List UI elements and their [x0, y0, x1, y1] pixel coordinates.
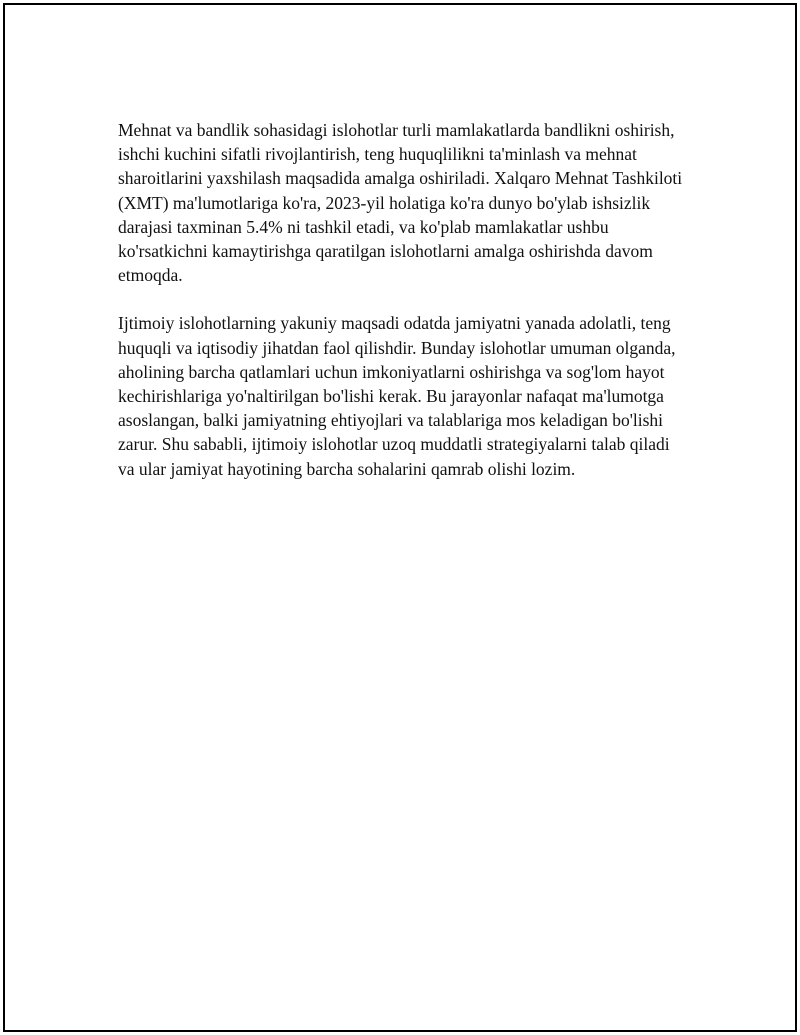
document-body — [118, 118, 688, 505]
paragraph-social-reforms: Ijtimoiy islohotlarning yakuniy maqsadi odatda jamiyatni yanada adolatli, teng huquqli va iqtisodiy jihatdan faol qilishdir. Bunday islohotlar umuman olganda, aholining barcha qatlamlari uchun imkoniyatlarni oshirishga va sog'lom hayot kechirishlariga yo'naltirilgan bo'lishi kerak. Bu jarayonlar nafaqat ma'lumotga asoslangan, balki jamiyatning ehtiyojlari va talablariga mos keladigan bo'lishi zarur. Shu sababli, ijtimoiy islohotlar uzoq muddatli strategiyalarni talab qiladi va ular jamiyat hayotining barcha sohalarini qamrab olishi lozim. — [118, 313, 676, 479]
paragraph-labor-reforms: Mehnat va bandlik sohasidagi islohotlar turli mamlakatlarda bandlikni oshirish, ishchi kuchini sifatli rivojlantirish, teng huquqlilikni ta'minlash va mehnat sharoitlarini yaxshilash maqsadida amalga oshiriladi. Xalqaro Mehnat Tashkiloti (XMT) ma'lumotlariga ko'ra, 2023-yil holatiga ko'ra dunyo bo'ylab ishsizlik darajasi taxminan 5.4% ni tashkil etadi, va ko'plab mamlakatlar ushbu ko'rsatkichni kamaytirishga qaratilgan islohotlarni amalga oshirishda davom etmoqda. — [118, 120, 683, 286]
